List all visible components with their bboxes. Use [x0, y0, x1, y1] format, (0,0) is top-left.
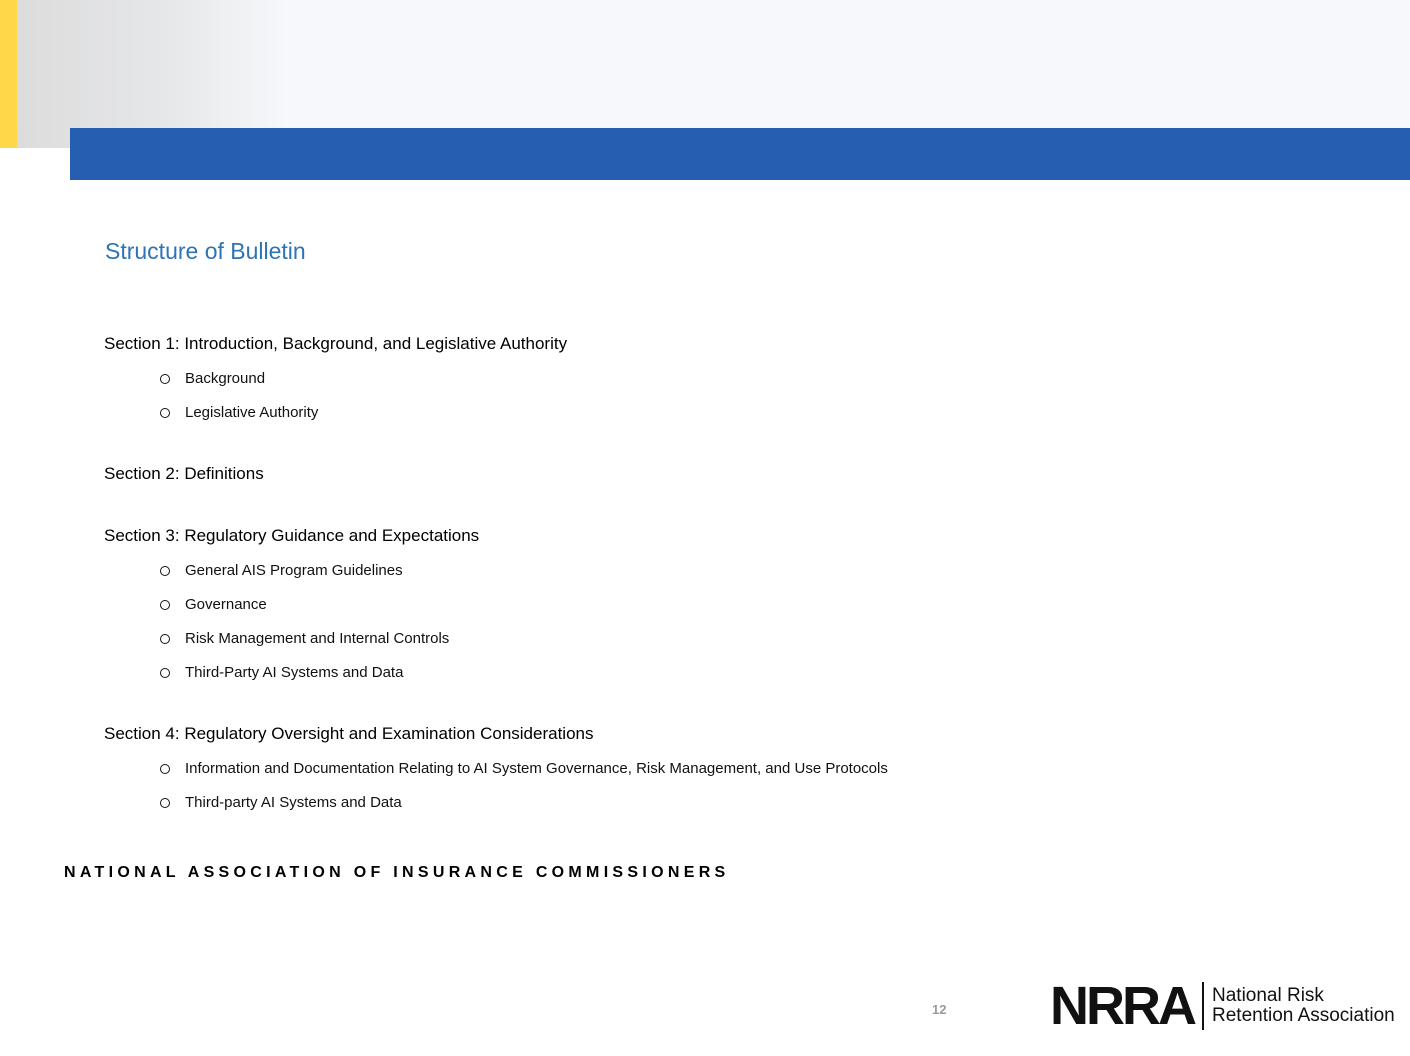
logo-text: [1212, 986, 1395, 1026]
list-item: [160, 760, 888, 777]
list-item: [160, 404, 318, 421]
logo-divider: [1202, 982, 1204, 1030]
circle-bullet-icon: [160, 374, 170, 384]
list-item: [160, 794, 402, 811]
page-title: Structure of Bulletin: [105, 238, 306, 264]
circle-bullet-icon: [160, 408, 170, 418]
list-item: [160, 370, 265, 387]
circle-bullet-icon: [160, 668, 170, 678]
circle-bullet-icon: [160, 798, 170, 808]
circle-bullet-icon: [160, 600, 170, 610]
list-item-label: Risk Management and Internal Controls: [185, 630, 450, 647]
header-gradient-block: [17, 0, 287, 148]
page-number: 12: [932, 1002, 947, 1017]
accent-yellow-bar: [0, 0, 17, 148]
list-item-label: Legislative Authority: [185, 404, 319, 421]
section-1-heading: Section 1: Introduction, Background, and Legislative Authority: [104, 334, 568, 353]
list-item-label: Third-party AI Systems and Data: [185, 794, 402, 811]
logo-line-1: National Risk: [1212, 985, 1324, 1006]
list-item: [160, 664, 403, 681]
section-4-heading: Section 4: Regulatory Oversight and Examination Considerations: [104, 724, 594, 743]
list-item-label: Governance: [185, 596, 267, 613]
section-2-heading: Section 2: Definitions: [104, 464, 264, 483]
list-item-label: Third-Party AI Systems and Data: [185, 664, 404, 681]
list-item: [160, 596, 267, 613]
circle-bullet-icon: [160, 634, 170, 644]
list-item-label: Information and Documentation Relating to AI System Governance, Risk Management, and Use Protocols: [185, 760, 888, 777]
list-item-label: General AIS Program Guidelines: [185, 562, 403, 579]
list-item-label: Background: [185, 370, 266, 387]
header-blue-band: [70, 128, 1410, 180]
logo-mark: NRRA: [1050, 976, 1194, 1036]
circle-bullet-icon: [160, 764, 170, 774]
list-item: [160, 562, 403, 579]
logo-line-2: Retention Association: [1212, 1005, 1395, 1026]
circle-bullet-icon: [160, 566, 170, 576]
list-item: [160, 630, 449, 647]
footer-organization: NATIONAL ASSOCIATION OF INSURANCE COMMISSIONERS: [64, 864, 730, 881]
section-3-heading: Section 3: Regulatory Guidance and Expectations: [104, 526, 480, 545]
nrra-logo: [1050, 978, 1395, 1034]
